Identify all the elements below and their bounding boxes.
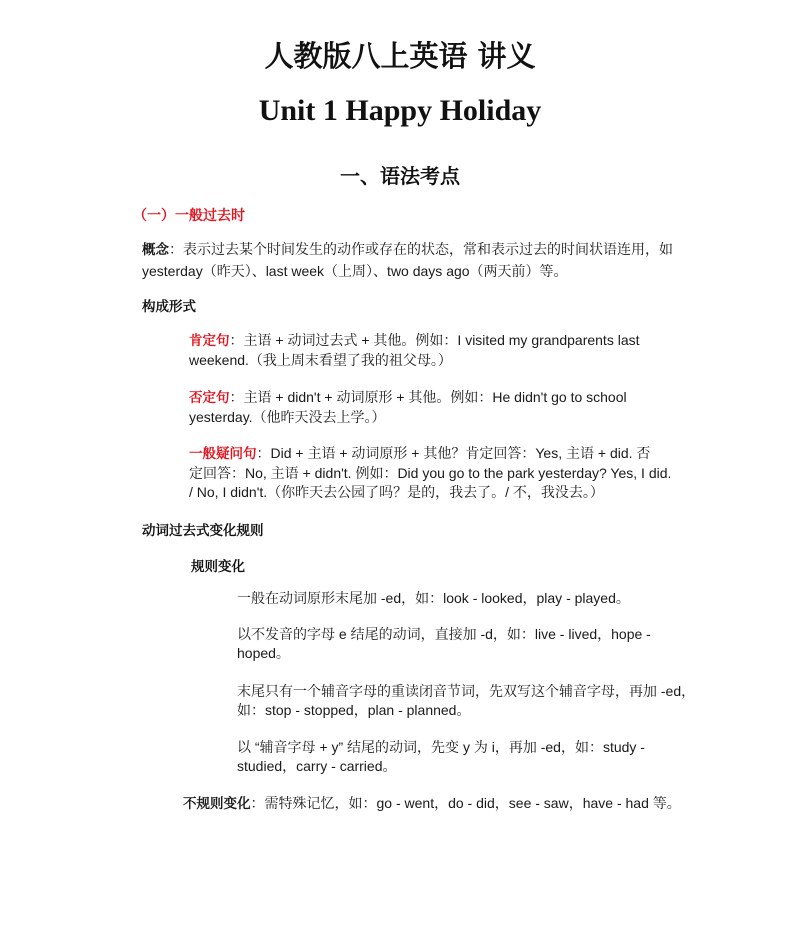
question-line-2: 定回答：No, 主语 + didn't. 例如：Did you go to the park yesterday? Yes, I did.	[189, 465, 672, 481]
negative-line-1: ：主语 + didn't + 动词原形 + 其他。例如：He didn't go to school	[229, 389, 627, 405]
question-line-1: ：Did + 主语 + 动词原形 + 其他？肯定回答：Yes, 主语 + did. 否	[256, 445, 651, 461]
section-title: 一、语法考点	[340, 164, 460, 188]
regular-rule-1	[237, 589, 707, 608]
regular-rule-3-line-2: 如：stop - stopped，plan - planned。	[237, 702, 471, 718]
regular-heading: 规则变化	[191, 559, 245, 575]
concept-line-2: yesterday（昨天）、last week（上周）、two days ago（两天前）等。	[142, 263, 568, 279]
concept-paragraph	[142, 240, 702, 281]
concept-label: 概念	[142, 242, 169, 258]
question-line-3: / No, I didn't.（你昨天去公园了吗？是的，我去了。/ 不，我没去。）	[189, 484, 604, 500]
regular-rule-2-line-2: hoped。	[237, 645, 290, 661]
question-paragraph	[189, 444, 729, 502]
regular-rule-2	[237, 625, 707, 663]
irregular-label: 不规则变化	[183, 796, 251, 812]
regular-rule-4-line-2: studied，carry - carried。	[237, 758, 397, 774]
structure-heading: 构成形式	[142, 299, 196, 315]
subsection-title: （一）一般过去时	[133, 208, 245, 224]
affirmative-line-2: weekend.（我上周末看望了我的祖父母。）	[189, 352, 452, 368]
regular-rule-2-line-1: 以不发音的字母 e 结尾的动词，直接加 -d，如：live - lived，hope -	[237, 626, 651, 642]
rules-heading: 动词过去式变化规则	[142, 523, 264, 539]
regular-rule-4	[237, 738, 707, 776]
negative-paragraph	[189, 388, 709, 427]
negative-label: 否定句	[189, 390, 230, 406]
document-title-en: Unit 1 Happy Holiday	[258, 94, 542, 127]
irregular-paragraph	[183, 794, 743, 814]
affirmative-label: 肯定句	[189, 333, 230, 349]
document-title-cn: 人教版八上英语 讲义	[264, 39, 536, 73]
regular-rule-1-line-1: 一般在动词原形末尾加 -ed，如：look - looked，play - played。	[237, 590, 630, 606]
affirmative-paragraph	[189, 331, 709, 370]
negative-line-2: yesterday.（他昨天没去上学。）	[189, 409, 386, 425]
regular-rule-3	[237, 682, 707, 720]
regular-rule-4-line-1: 以 “辅音字母 + y” 结尾的动词，先变 y 为 i，再加 -ed，如：study -	[237, 739, 645, 755]
regular-rule-3-line-1: 末尾只有一个辅音字母的重读闭音节词，先双写这个辅音字母，再加 -ed，	[237, 683, 696, 699]
concept-line-1: ：表示过去某个时间发生的动作或存在的状态，常和表示过去的时间状语连用，如	[169, 241, 673, 257]
affirmative-line-1: ：主语 + 动词过去式 + 其他。例如：I visited my grandparents last	[229, 332, 640, 348]
question-label: 一般疑问句	[189, 446, 257, 462]
irregular-text: ：需特殊记忆，如：go - went，do - did，see - saw，have - had 等。	[250, 795, 681, 811]
